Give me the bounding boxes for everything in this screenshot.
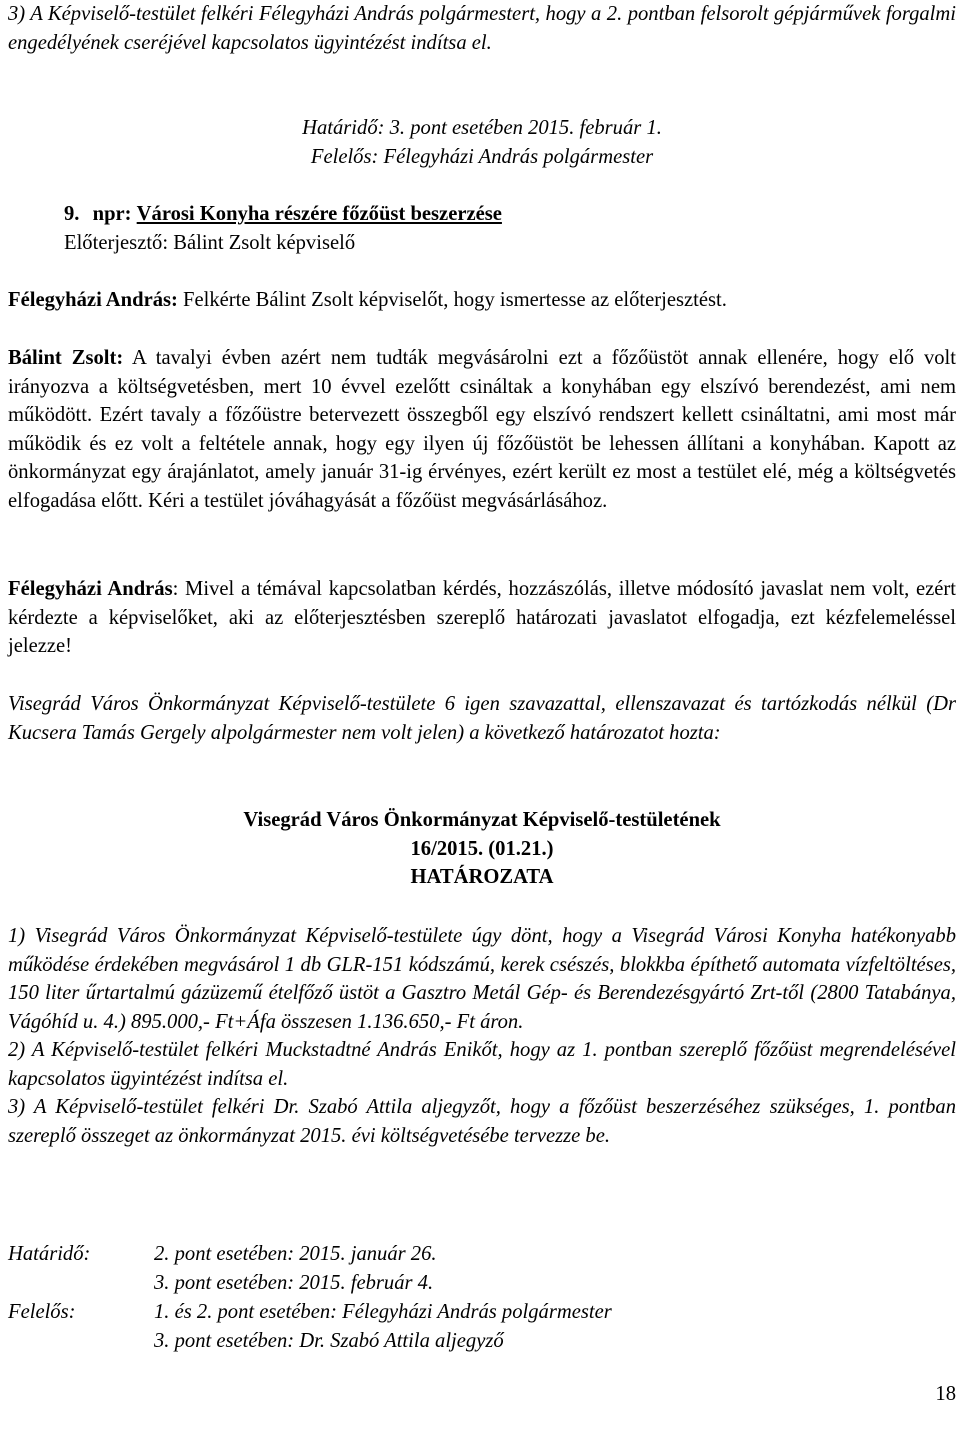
speaker-name: Félegyházi András — [8, 578, 173, 600]
resolution-body: Visegrád Város Önkormányzat Képviselő-testületének — [243, 809, 721, 831]
agenda-title: Városi Konyha részére főzőüst beszerzése — [136, 203, 502, 225]
resolution-point-3: 3) A Képviselő-testület felkéri Dr. Szabó Attila aljegyzőt, hogy a főzőüst beszerzéséhez szükséges, 1. pontban szereplő összeget az önkormányzat 2015. évi költségvetésébe tervezze be. — [8, 1096, 956, 1147]
previous-deadline: Határidő: 3. pont esetében 2015. február 1. — [302, 117, 662, 139]
deadline-line-2: 3. pont esetében: 2015. február 4. — [154, 1272, 434, 1294]
speech-text: A tavalyi évben azért nem tudták megvásárolni ezt a főzőüstöt annak ellenére, hogy elő volt irányozva a költségvetésben, mert 10 évvel ezelőtt csináltak a konyhában egy elszívó berendezést, ami nem működött. Ezért tavaly a főzőüstre betervezett összegből egy elszívó rendszert kellett csináltatni, ami most már működik és ez volt a feltétele annak, hogy egy ilyen új főzőüstöt be lehessen állítani a konyhában. Kapott az önkormányzat egy árajánlatot, amely január 31-ig érvényes, ezért került ez most a testület elé, még a költségvetés elfogadása előtt. Kéri a testület jóváhagyását a főzőüst megvásárlásához. — [8, 347, 956, 512]
agenda-number: 9. — [64, 203, 80, 225]
speaker-name: Bálint Zsolt: — [8, 347, 124, 369]
agenda-item-header — [64, 200, 960, 257]
responsible-line-2: 3. pont esetében: Dr. Szabó Attila aljegyző — [154, 1330, 504, 1352]
responsible-line-1: 1. és 2. pont esetében: Félegyházi András polgármester — [154, 1301, 612, 1323]
page-number: 18 — [935, 1383, 956, 1405]
speech-text: Felkérte Bálint Zsolt képviselőt, hogy ismertesse az előterjesztést. — [177, 289, 727, 311]
speech-balint — [8, 344, 956, 515]
resolution-label: HATÁROZATA — [410, 866, 554, 888]
responsible-label: Felelős: — [8, 1301, 76, 1323]
resolution-points — [8, 922, 956, 1150]
speech-felegyhazi-2 — [8, 575, 956, 661]
deadline-label: Határidő: — [8, 1243, 91, 1265]
speech-felegyhazi-1 — [8, 286, 956, 315]
resolution-point-1: 1) Visegrád Város Önkormányzat Képviselő-testülete úgy dönt, hogy a Visegrád Városi Konyha hatékonyabb működése érdekében megvásárol 1 db GLR-151 kódszámú, kerek csészés, blokkba építhető automata vízfeltöltéses, 150 liter űrtartalmú gázüzemű ételfőző üstöt a Gasztro Metál Gép- és Berendezésgyártó Zrt-től (2800 Tatabánya, Vágóhíd u. 4.) 895.000,- Ft+Áfa összesen 1.136.650,- Ft áron. — [8, 925, 956, 1033]
deadline-line-1: 2. pont esetében: 2015. január 26. — [154, 1243, 437, 1265]
resolution-heading — [8, 806, 956, 892]
resolution-number: 16/2015. (01.21.) — [410, 837, 554, 860]
agenda-presenter: Előterjesztő: Bálint Zsolt képviselő — [64, 231, 356, 254]
speaker-name: Félegyházi András: — [8, 289, 178, 311]
previous-point-3: 3) A Képviselő-testület felkéri Félegyházi András polgármestert, hogy a 2. pontban felsorolt gépjárművek forgalmi engedélyének cseréjével kapcsolatos ügyintézést indítsa el. — [8, 3, 956, 54]
agenda-npr-label: npr: — [92, 203, 132, 225]
resolution-point-2: 2) A Képviselő-testület felkéri Muckstadtné András Enikőt, hogy az 1. pontban szereplő főzőüst megrendelésével kapcsolatos ügyintézést indítsa el. — [8, 1039, 956, 1090]
previous-responsible: Felelős: Félegyházi András polgármester — [310, 146, 654, 168]
vote-result: Visegrád Város Önkormányzat Képviselő-testülete 6 igen szavazattal, ellenszavazat és tartózkodás nélkül (Dr Kucsera Tamás Gergely alpolgármester nem volt jelen) a következő határozatot hozta: — [8, 693, 956, 744]
speech-text: : Mivel a témával kapcsolatban kérdés, hozzászólás, illetve módosító javaslat nem volt, ezért kérdezte a képviselőket, aki az előterjesztésben szereplő határozati javaslatot elfogadja, ezt kézfelemeléssel jelezze! — [8, 578, 957, 657]
